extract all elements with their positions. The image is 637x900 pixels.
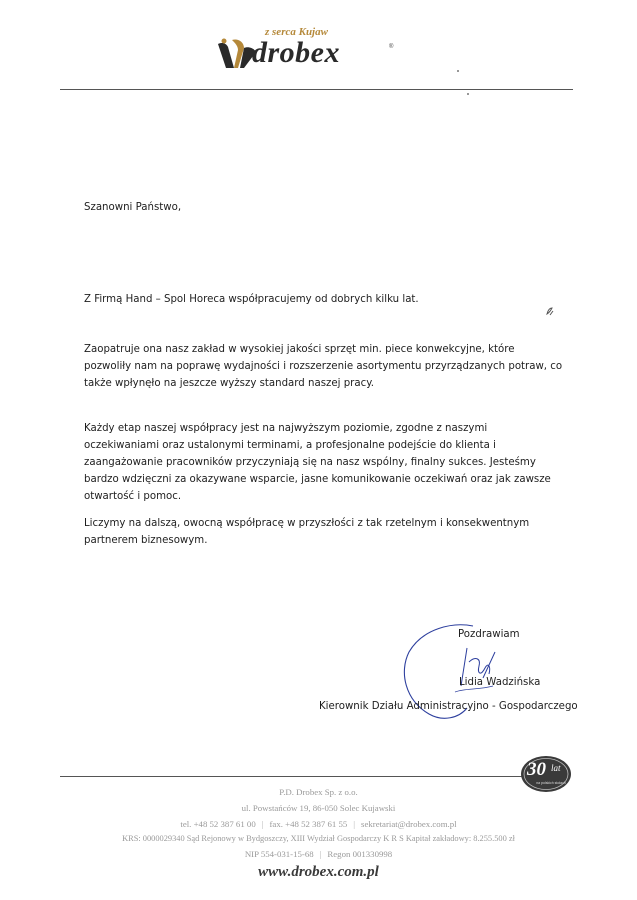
scan-speck bbox=[457, 70, 459, 72]
footer-tel: tel. +48 52 387 61 00 bbox=[180, 819, 256, 829]
footer-nip: NIP 554-031-15-68 bbox=[244, 849, 314, 859]
footer-company: P.D. Drobex Sp. z o.o. bbox=[279, 787, 358, 797]
footer-ids: NIP 554-031-15-68 | Regon 001330998 bbox=[244, 849, 393, 859]
badge-suffix: lat bbox=[551, 763, 561, 773]
paragraph-3: Każdy etap naszej współpracy jest na najwyższym poziomie, zgodne z naszymi oczekiwaniami oraz ustalonymi terminami, a profesjonalne podejście do klienta i zaangażowanie pracowników przyczyniają się na nasz wspólny, finalny sukces. Jesteśmy bardzo wdzięczni za okazywane wsparcie, jasne komunikowanie oczekiwań oraz jak zawsze otwartość i pomoc. bbox=[84, 423, 551, 502]
footer-divider bbox=[60, 776, 530, 777]
header-divider bbox=[60, 89, 573, 90]
badge-subtitle: na polskich stołach bbox=[536, 781, 566, 785]
website-link[interactable]: www.drobex.com.pl bbox=[258, 864, 379, 880]
footer-contacts: tel. +48 52 387 61 00 | fax. +48 52 387 61 55 | sekretariat@drobex.com.pl bbox=[180, 819, 457, 829]
badge-number: 30 bbox=[527, 759, 546, 780]
footer-regon: Regon 001330998 bbox=[327, 849, 393, 859]
pen-mark-icon bbox=[544, 305, 556, 317]
footer-email[interactable]: sekretariat@drobex.com.pl bbox=[361, 819, 457, 829]
signer-name: Lidia Wadzińska bbox=[459, 677, 541, 688]
logo-tagline: z serca Kujaw bbox=[265, 26, 328, 38]
closing: Pozdrawiam bbox=[458, 629, 520, 640]
brand-wordmark: drobex bbox=[252, 36, 340, 69]
footer-address: ul. Powstańców 19, 86-050 Solec Kujawski bbox=[241, 803, 396, 813]
salutation: Szanowni Państwo, bbox=[84, 202, 182, 213]
registered-mark: ® bbox=[389, 44, 394, 50]
paragraph-4: Liczymy na dalszą, owocną współpracę w przyszłości z tak rzetelnym i konsekwentnym partnerem biznesowym. bbox=[84, 518, 530, 546]
paragraph-1: Z Firmą Hand – Spol Horeca współpracujemy od dobrych kilku lat. bbox=[84, 294, 419, 305]
footer-krs: KRS: 0000029340 Sąd Rejonowy w Bydgoszczy, XIII Wydział Gospodarczy K R S Kapitał zakładowy: 8.255.500 zł bbox=[122, 834, 515, 843]
signer-title: Kierownik Działu Administracyjno - Gospodarczego bbox=[319, 701, 578, 712]
footer-fax: fax. +48 52 387 61 55 bbox=[269, 819, 348, 829]
paragraph-2: Zaopatruje ona nasz zakład w wysokiej jakości sprzęt min. piece konwekcyjne, które pozwoliły nam na poprawę wydajności i rozszerzenie asortymentu przyrządzanych potraw, co także wpłynęło na jeszcze wyższy standard naszej pracy. bbox=[84, 344, 563, 389]
scan-speck bbox=[467, 93, 469, 95]
